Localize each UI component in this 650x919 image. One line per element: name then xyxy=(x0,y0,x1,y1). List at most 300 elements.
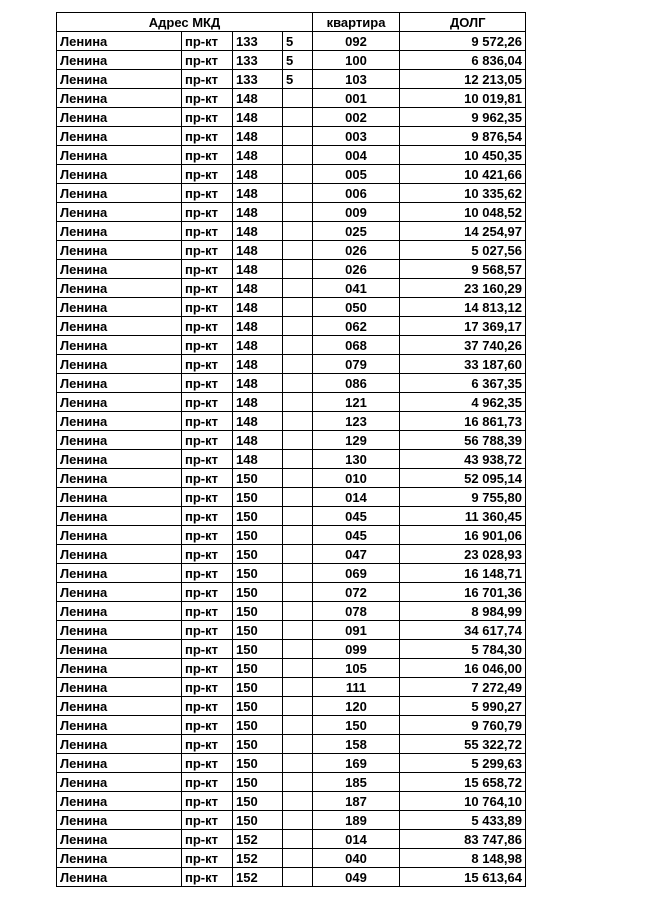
house-number-cell: 148 xyxy=(233,336,283,355)
table-row xyxy=(57,602,526,621)
debt-cell: 9 760,79 xyxy=(400,716,526,735)
house-number-cell: 148 xyxy=(233,260,283,279)
building-cell xyxy=(283,146,313,165)
building-cell xyxy=(283,222,313,241)
street-type-cell: пр-кт xyxy=(182,583,233,602)
house-number-cell: 150 xyxy=(233,564,283,583)
table-row xyxy=(57,32,526,51)
house-number-cell: 150 xyxy=(233,659,283,678)
street-type-cell: пр-кт xyxy=(182,70,233,89)
street-cell: Ленина xyxy=(57,374,182,393)
apartment-cell: 121 xyxy=(313,393,400,412)
apartment-cell: 150 xyxy=(313,716,400,735)
building-cell xyxy=(283,374,313,393)
street-type-cell: пр-кт xyxy=(182,488,233,507)
street-type-cell: пр-кт xyxy=(182,317,233,336)
street-type-cell: пр-кт xyxy=(182,279,233,298)
street-cell: Ленина xyxy=(57,165,182,184)
house-number-cell: 148 xyxy=(233,374,283,393)
table-row xyxy=(57,488,526,507)
debt-cell: 10 048,52 xyxy=(400,203,526,222)
apartment-cell: 002 xyxy=(313,108,400,127)
debt-cell: 17 369,17 xyxy=(400,317,526,336)
building-cell xyxy=(283,184,313,203)
table-row xyxy=(57,431,526,450)
house-number-cell: 150 xyxy=(233,811,283,830)
apartment-cell: 025 xyxy=(313,222,400,241)
debt-cell: 10 019,81 xyxy=(400,89,526,108)
house-number-cell: 148 xyxy=(233,108,283,127)
street-type-cell: пр-кт xyxy=(182,735,233,754)
street-cell: Ленина xyxy=(57,241,182,260)
house-number-cell: 150 xyxy=(233,526,283,545)
apartment-cell: 079 xyxy=(313,355,400,374)
house-number-cell: 148 xyxy=(233,241,283,260)
table-row xyxy=(57,184,526,203)
street-cell: Ленина xyxy=(57,754,182,773)
street-cell: Ленина xyxy=(57,450,182,469)
house-number-cell: 150 xyxy=(233,640,283,659)
house-number-cell: 148 xyxy=(233,393,283,412)
street-type-cell: пр-кт xyxy=(182,792,233,811)
street-type-cell: пр-кт xyxy=(182,108,233,127)
apartment-cell: 120 xyxy=(313,697,400,716)
debt-cell: 43 938,72 xyxy=(400,450,526,469)
apartment-cell: 123 xyxy=(313,412,400,431)
apartment-cell: 078 xyxy=(313,602,400,621)
apartment-cell: 169 xyxy=(313,754,400,773)
street-cell: Ленина xyxy=(57,108,182,127)
street-type-cell: пр-кт xyxy=(182,222,233,241)
debt-cell: 5 299,63 xyxy=(400,754,526,773)
building-cell xyxy=(283,450,313,469)
street-type-cell: пр-кт xyxy=(182,127,233,146)
debt-cell: 10 335,62 xyxy=(400,184,526,203)
building-cell xyxy=(283,868,313,887)
apartment-cell: 026 xyxy=(313,241,400,260)
debt-cell: 9 962,35 xyxy=(400,108,526,127)
house-number-cell: 148 xyxy=(233,450,283,469)
street-type-cell: пр-кт xyxy=(182,811,233,830)
apartment-cell: 041 xyxy=(313,279,400,298)
street-type-cell: пр-кт xyxy=(182,469,233,488)
building-cell xyxy=(283,545,313,564)
apartment-cell: 005 xyxy=(313,165,400,184)
street-type-cell: пр-кт xyxy=(182,393,233,412)
apartment-cell: 189 xyxy=(313,811,400,830)
street-type-cell: пр-кт xyxy=(182,89,233,108)
table-row xyxy=(57,868,526,887)
debt-cell: 16 901,06 xyxy=(400,526,526,545)
street-type-cell: пр-кт xyxy=(182,868,233,887)
street-cell: Ленина xyxy=(57,184,182,203)
building-cell xyxy=(283,849,313,868)
house-number-cell: 148 xyxy=(233,412,283,431)
apartment-cell: 130 xyxy=(313,450,400,469)
street-cell: Ленина xyxy=(57,127,182,146)
table-row xyxy=(57,678,526,697)
building-cell xyxy=(283,336,313,355)
table-row xyxy=(57,545,526,564)
house-number-cell: 148 xyxy=(233,165,283,184)
table-row xyxy=(57,564,526,583)
apartment-cell: 092 xyxy=(313,32,400,51)
house-number-cell: 148 xyxy=(233,298,283,317)
street-type-cell: пр-кт xyxy=(182,678,233,697)
house-number-cell: 150 xyxy=(233,792,283,811)
debt-header: ДОЛГ xyxy=(400,13,526,32)
street-type-cell: пр-кт xyxy=(182,355,233,374)
building-cell xyxy=(283,811,313,830)
table-row xyxy=(57,526,526,545)
building-cell xyxy=(283,412,313,431)
debt-cell: 7 272,49 xyxy=(400,678,526,697)
apartment-cell: 158 xyxy=(313,735,400,754)
apartment-cell: 100 xyxy=(313,51,400,70)
street-type-cell: пр-кт xyxy=(182,146,233,165)
debt-cell: 37 740,26 xyxy=(400,336,526,355)
building-cell xyxy=(283,754,313,773)
table-row xyxy=(57,298,526,317)
debt-cell: 16 701,36 xyxy=(400,583,526,602)
apartment-cell: 049 xyxy=(313,868,400,887)
house-number-cell: 150 xyxy=(233,697,283,716)
building-cell xyxy=(283,583,313,602)
debt-cell: 15 613,64 xyxy=(400,868,526,887)
building-cell xyxy=(283,127,313,146)
street-type-cell: пр-кт xyxy=(182,298,233,317)
apartment-cell: 068 xyxy=(313,336,400,355)
table-row xyxy=(57,374,526,393)
table-row xyxy=(57,469,526,488)
street-cell: Ленина xyxy=(57,678,182,697)
street-cell: Ленина xyxy=(57,146,182,165)
apartment-cell: 014 xyxy=(313,488,400,507)
debt-table xyxy=(56,12,526,887)
debt-cell: 5 990,27 xyxy=(400,697,526,716)
street-type-cell: пр-кт xyxy=(182,336,233,355)
table-row xyxy=(57,317,526,336)
street-type-cell: пр-кт xyxy=(182,184,233,203)
apartment-cell: 003 xyxy=(313,127,400,146)
table-row xyxy=(57,203,526,222)
house-number-cell: 148 xyxy=(233,203,283,222)
street-type-cell: пр-кт xyxy=(182,754,233,773)
street-type-cell: пр-кт xyxy=(182,412,233,431)
building-cell xyxy=(283,488,313,507)
street-cell: Ленина xyxy=(57,203,182,222)
apartment-cell: 010 xyxy=(313,469,400,488)
debt-cell: 52 095,14 xyxy=(400,469,526,488)
debt-cell: 56 788,39 xyxy=(400,431,526,450)
table-row xyxy=(57,697,526,716)
street-cell: Ленина xyxy=(57,32,182,51)
debt-cell: 11 360,45 xyxy=(400,507,526,526)
apartment-cell: 050 xyxy=(313,298,400,317)
street-type-cell: пр-кт xyxy=(182,830,233,849)
debt-cell: 34 617,74 xyxy=(400,621,526,640)
house-number-cell: 150 xyxy=(233,469,283,488)
house-number-cell: 150 xyxy=(233,583,283,602)
street-type-cell: пр-кт xyxy=(182,374,233,393)
house-number-cell: 150 xyxy=(233,716,283,735)
house-number-cell: 148 xyxy=(233,355,283,374)
street-type-cell: пр-кт xyxy=(182,260,233,279)
debt-cell: 23 160,29 xyxy=(400,279,526,298)
table-row xyxy=(57,355,526,374)
apartment-cell: 105 xyxy=(313,659,400,678)
street-cell: Ленина xyxy=(57,507,182,526)
debt-cell: 15 658,72 xyxy=(400,773,526,792)
apartment-cell: 014 xyxy=(313,830,400,849)
building-cell: 5 xyxy=(283,70,313,89)
building-cell xyxy=(283,735,313,754)
street-cell: Ленина xyxy=(57,317,182,336)
building-cell: 5 xyxy=(283,51,313,70)
street-type-cell: пр-кт xyxy=(182,526,233,545)
debt-cell: 33 187,60 xyxy=(400,355,526,374)
table-row xyxy=(57,735,526,754)
debt-cell: 10 764,10 xyxy=(400,792,526,811)
street-cell: Ленина xyxy=(57,279,182,298)
building-cell xyxy=(283,355,313,374)
building-cell xyxy=(283,203,313,222)
street-cell: Ленина xyxy=(57,393,182,412)
apartment-cell: 009 xyxy=(313,203,400,222)
street-cell: Ленина xyxy=(57,811,182,830)
apartment-cell: 045 xyxy=(313,526,400,545)
apartment-cell: 072 xyxy=(313,583,400,602)
street-cell: Ленина xyxy=(57,526,182,545)
debt-cell: 4 962,35 xyxy=(400,393,526,412)
table-row xyxy=(57,621,526,640)
apartment-header: квартира xyxy=(313,13,400,32)
header-row xyxy=(57,13,526,32)
street-type-cell: пр-кт xyxy=(182,697,233,716)
street-type-cell: пр-кт xyxy=(182,203,233,222)
house-number-cell: 133 xyxy=(233,32,283,51)
street-type-cell: пр-кт xyxy=(182,450,233,469)
street-cell: Ленина xyxy=(57,849,182,868)
building-cell xyxy=(283,279,313,298)
table-row xyxy=(57,792,526,811)
street-cell: Ленина xyxy=(57,260,182,279)
building-cell xyxy=(283,241,313,260)
street-cell: Ленина xyxy=(57,564,182,583)
apartment-cell: 062 xyxy=(313,317,400,336)
table-row xyxy=(57,260,526,279)
debt-cell: 55 322,72 xyxy=(400,735,526,754)
building-cell xyxy=(283,621,313,640)
apartment-cell: 040 xyxy=(313,849,400,868)
street-cell: Ленина xyxy=(57,697,182,716)
building-cell xyxy=(283,298,313,317)
street-cell: Ленина xyxy=(57,640,182,659)
street-cell: Ленина xyxy=(57,545,182,564)
table-row xyxy=(57,70,526,89)
house-number-cell: 148 xyxy=(233,184,283,203)
street-type-cell: пр-кт xyxy=(182,241,233,260)
table-row xyxy=(57,507,526,526)
building-cell xyxy=(283,678,313,697)
house-number-cell: 148 xyxy=(233,127,283,146)
house-number-cell: 148 xyxy=(233,89,283,108)
street-cell: Ленина xyxy=(57,298,182,317)
apartment-cell: 099 xyxy=(313,640,400,659)
apartment-cell: 006 xyxy=(313,184,400,203)
debt-cell: 16 861,73 xyxy=(400,412,526,431)
street-cell: Ленина xyxy=(57,488,182,507)
debt-cell: 5 784,30 xyxy=(400,640,526,659)
building-cell xyxy=(283,792,313,811)
apartment-cell: 111 xyxy=(313,678,400,697)
table-row xyxy=(57,849,526,868)
debt-cell: 14 813,12 xyxy=(400,298,526,317)
street-cell: Ленина xyxy=(57,792,182,811)
house-number-cell: 152 xyxy=(233,849,283,868)
apartment-cell: 103 xyxy=(313,70,400,89)
house-number-cell: 150 xyxy=(233,678,283,697)
building-cell xyxy=(283,564,313,583)
table-row xyxy=(57,165,526,184)
debt-cell: 6 836,04 xyxy=(400,51,526,70)
debt-cell: 83 747,86 xyxy=(400,830,526,849)
debt-cell: 10 421,66 xyxy=(400,165,526,184)
house-number-cell: 150 xyxy=(233,545,283,564)
table-row xyxy=(57,146,526,165)
house-number-cell: 152 xyxy=(233,868,283,887)
street-type-cell: пр-кт xyxy=(182,773,233,792)
street-cell: Ленина xyxy=(57,469,182,488)
building-cell xyxy=(283,89,313,108)
debt-cell: 8 148,98 xyxy=(400,849,526,868)
street-type-cell: пр-кт xyxy=(182,659,233,678)
house-number-cell: 148 xyxy=(233,431,283,450)
table-row xyxy=(57,830,526,849)
building-cell xyxy=(283,393,313,412)
apartment-cell: 004 xyxy=(313,146,400,165)
apartment-cell: 187 xyxy=(313,792,400,811)
building-cell xyxy=(283,640,313,659)
address-header: Адрес МКД xyxy=(57,13,313,32)
building-cell xyxy=(283,659,313,678)
table-row xyxy=(57,108,526,127)
house-number-cell: 133 xyxy=(233,51,283,70)
street-type-cell: пр-кт xyxy=(182,564,233,583)
building-cell xyxy=(283,716,313,735)
building-cell xyxy=(283,830,313,849)
debt-cell: 9 568,57 xyxy=(400,260,526,279)
street-cell: Ленина xyxy=(57,70,182,89)
house-number-cell: 152 xyxy=(233,830,283,849)
debt-cell: 9 572,26 xyxy=(400,32,526,51)
table-row xyxy=(57,51,526,70)
apartment-cell: 086 xyxy=(313,374,400,393)
house-number-cell: 150 xyxy=(233,754,283,773)
house-number-cell: 150 xyxy=(233,602,283,621)
street-cell: Ленина xyxy=(57,222,182,241)
house-number-cell: 150 xyxy=(233,488,283,507)
debt-cell: 14 254,97 xyxy=(400,222,526,241)
street-type-cell: пр-кт xyxy=(182,716,233,735)
street-cell: Ленина xyxy=(57,659,182,678)
apartment-cell: 091 xyxy=(313,621,400,640)
street-type-cell: пр-кт xyxy=(182,640,233,659)
table-row xyxy=(57,393,526,412)
apartment-cell: 185 xyxy=(313,773,400,792)
table-row xyxy=(57,241,526,260)
table-row xyxy=(57,89,526,108)
table-row xyxy=(57,811,526,830)
debt-cell: 8 984,99 xyxy=(400,602,526,621)
house-number-cell: 150 xyxy=(233,773,283,792)
street-cell: Ленина xyxy=(57,336,182,355)
street-cell: Ленина xyxy=(57,868,182,887)
street-cell: Ленина xyxy=(57,355,182,374)
debt-cell: 10 450,35 xyxy=(400,146,526,165)
building-cell xyxy=(283,526,313,545)
house-number-cell: 148 xyxy=(233,317,283,336)
building-cell xyxy=(283,108,313,127)
building-cell xyxy=(283,469,313,488)
debt-cell: 23 028,93 xyxy=(400,545,526,564)
table-row xyxy=(57,127,526,146)
street-type-cell: пр-кт xyxy=(182,165,233,184)
street-type-cell: пр-кт xyxy=(182,849,233,868)
street-cell: Ленина xyxy=(57,716,182,735)
building-cell xyxy=(283,773,313,792)
street-type-cell: пр-кт xyxy=(182,51,233,70)
table-row xyxy=(57,279,526,298)
street-cell: Ленина xyxy=(57,773,182,792)
building-cell xyxy=(283,697,313,716)
table-row xyxy=(57,773,526,792)
house-number-cell: 150 xyxy=(233,735,283,754)
table-row xyxy=(57,336,526,355)
street-cell: Ленина xyxy=(57,621,182,640)
building-cell: 5 xyxy=(283,32,313,51)
apartment-cell: 045 xyxy=(313,507,400,526)
table-body xyxy=(57,32,526,887)
street-type-cell: пр-кт xyxy=(182,602,233,621)
house-number-cell: 133 xyxy=(233,70,283,89)
street-cell: Ленина xyxy=(57,583,182,602)
apartment-cell: 069 xyxy=(313,564,400,583)
street-cell: Ленина xyxy=(57,830,182,849)
house-number-cell: 150 xyxy=(233,621,283,640)
debt-cell: 16 046,00 xyxy=(400,659,526,678)
street-cell: Ленина xyxy=(57,89,182,108)
street-cell: Ленина xyxy=(57,51,182,70)
building-cell xyxy=(283,165,313,184)
table-row xyxy=(57,583,526,602)
debt-cell: 5 433,89 xyxy=(400,811,526,830)
house-number-cell: 148 xyxy=(233,146,283,165)
house-number-cell: 150 xyxy=(233,507,283,526)
street-cell: Ленина xyxy=(57,412,182,431)
debt-cell: 9 876,54 xyxy=(400,127,526,146)
building-cell xyxy=(283,317,313,336)
apartment-cell: 026 xyxy=(313,260,400,279)
debt-cell: 12 213,05 xyxy=(400,70,526,89)
street-type-cell: пр-кт xyxy=(182,507,233,526)
street-cell: Ленина xyxy=(57,431,182,450)
table-row xyxy=(57,754,526,773)
street-cell: Ленина xyxy=(57,602,182,621)
building-cell xyxy=(283,602,313,621)
table-row xyxy=(57,716,526,735)
table-row xyxy=(57,659,526,678)
